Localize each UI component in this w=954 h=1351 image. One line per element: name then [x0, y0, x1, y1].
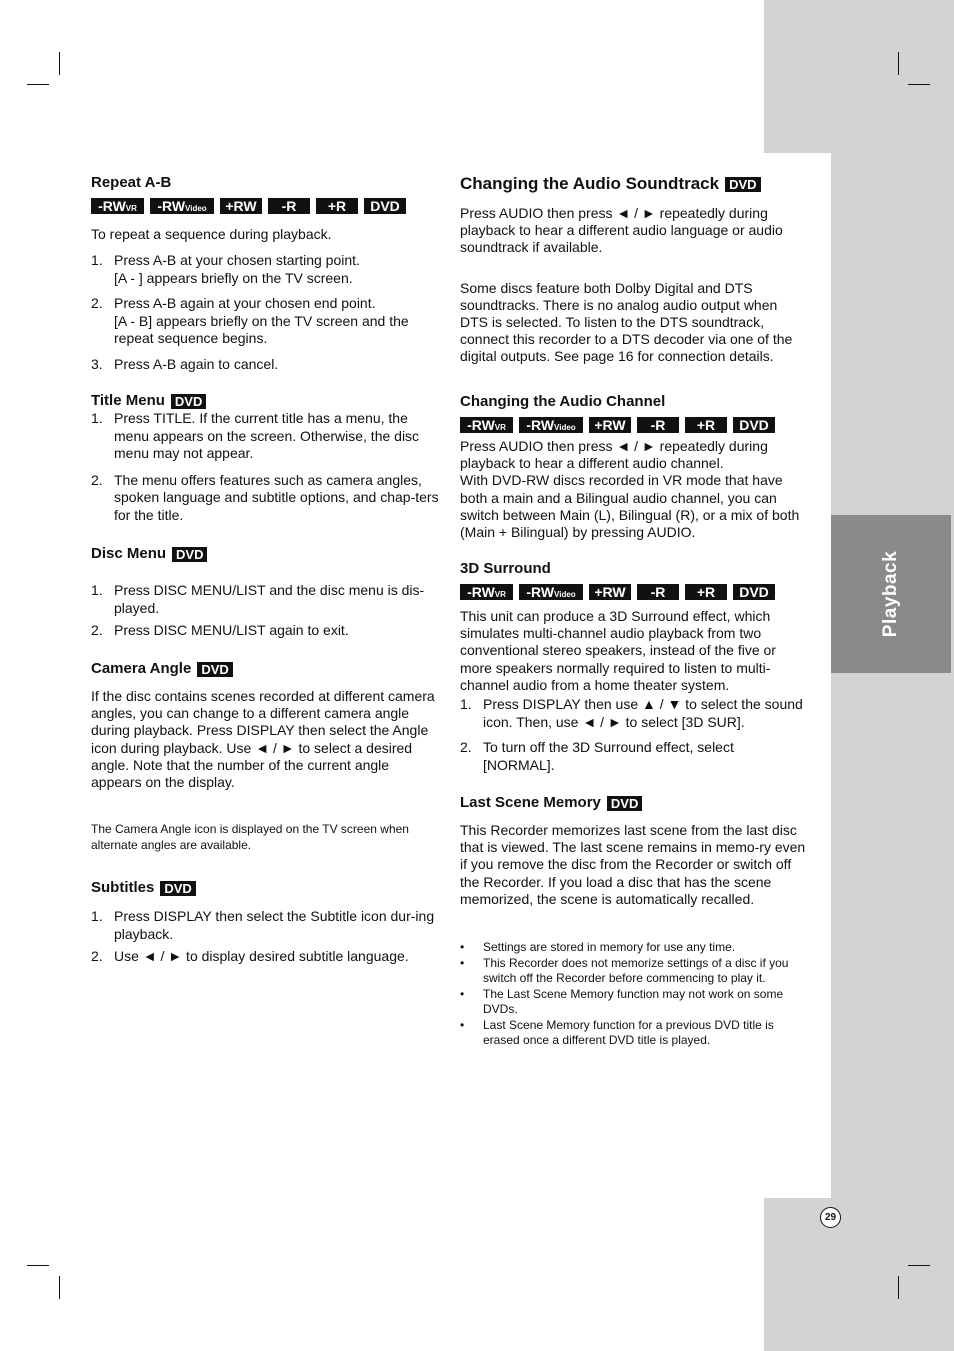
audio-soundtrack-section: [460, 174, 808, 366]
list-item: 1. Press A-B at your chosen starting point. [A - ] appears briefly on the TV screen.: [91, 252, 360, 286]
dvd-tag: DVD: [171, 394, 206, 409]
surround-title: 3D Surround: [460, 560, 551, 577]
list-item: • This Recorder does not memorize settings of a disc if you switch off the Recorder before commencing to play it.: [460, 955, 789, 986]
section-tab-label: Playback: [880, 550, 901, 638]
disc-menu-steps: [91, 582, 439, 640]
list-item: 2. Press A-B again at your chosen end point. [A - B] appears briefly on the TV screen and the repeat sequence begins.: [91, 295, 409, 347]
last-scene-title: Last Scene Memory DVD: [460, 794, 808, 812]
audio-channel-title: Changing the Audio Channel: [460, 393, 666, 410]
badge-rw-vr: -RWVR: [460, 417, 513, 433]
last-scene-body: This Recorder memorizes last scene from the last disc that is viewed. The last scene remains in memo-ry even if you remove the disc from the Recorder or switch off the Recorder. If you load a disc that has the scene memorized, the scene is automatically recalled.: [460, 822, 806, 907]
title-menu-title: Title Menu DVD: [91, 392, 439, 410]
disc-type-badges: [460, 584, 808, 600]
repeat-ab-intro: To repeat a sequence during playback.: [91, 226, 332, 242]
subtitles-title: Subtitles DVD: [91, 879, 439, 897]
badge-rw-vr: -RWVR: [91, 198, 144, 214]
list-item: 1. Press DISPLAY then use ▲ / ▼ to select the sound icon. Then, use ◄ / ► to select [3D SUR].: [460, 696, 803, 730]
badge-plus-rw: +RW: [220, 198, 262, 214]
badge-rw-vr: -RWVR: [460, 584, 513, 600]
disc-menu-title: Disc Menu DVD: [91, 545, 439, 563]
dvd-tag: DVD: [197, 662, 232, 677]
badge-dvd: DVD: [733, 584, 775, 600]
list-item: • Last Scene Memory function for a previous DVD title is erased once a different DVD title is played.: [460, 1017, 774, 1048]
list-item: 1. Press DISC MENU/LIST and the disc menu is dis-played.: [91, 582, 425, 616]
crop-mark: [59, 1276, 60, 1299]
camera-angle-body: If the disc contains scenes recorded at different camera angles, you can change to a different camera angle during playback. Press DISPLAY then select the Angle icon during playback. Use ◄ / ► to select a desired angle. Note that the number of the current angle appears on the display.: [91, 688, 435, 791]
audio-soundtrack-title: Changing the Audio Soundtrack DVD: [460, 174, 808, 194]
crop-mark: [898, 1276, 899, 1299]
badge-rw-video: -RWVideo: [150, 198, 214, 214]
title-menu-steps: [91, 410, 439, 524]
subtitles-steps: [91, 908, 439, 966]
audio-channel-section: [460, 393, 808, 541]
dvd-tag: DVD: [172, 547, 207, 562]
list-item: • The Last Scene Memory function may not work on some DVDs.: [460, 986, 784, 1017]
subtitles-section: [91, 879, 439, 966]
title-menu-section: [91, 392, 439, 524]
last-scene-section: [460, 794, 808, 1049]
repeat-ab-title: Repeat A-B: [91, 174, 172, 191]
list-item: 1. Press DISPLAY then select the Subtitle icon dur-ing playback.: [91, 908, 435, 942]
audio-channel-body: Press AUDIO then press ◄ / ► repeatedly during playback to hear a different audio channel. With DVD-RW discs recorded in VR mode that have both a main and a Bilingual audio channel, you can switch between Main (L), Bilingual (R), or a mix of both (Main + Bilingual) by pressing AUDIO.: [460, 438, 800, 541]
dvd-tag: DVD: [725, 177, 760, 192]
crop-mark: [59, 52, 60, 75]
last-scene-notes: [460, 940, 808, 1049]
crop-mark: [908, 1265, 930, 1266]
badge-dvd: DVD: [733, 417, 775, 433]
crop-mark: [908, 84, 930, 85]
surround-steps: [460, 696, 808, 774]
list-item: • Settings are stored in memory for use any time.: [460, 940, 736, 955]
camera-angle-note: The Camera Angle icon is displayed on the TV screen when alternate angles are available.: [91, 822, 409, 852]
badge-minus-r: -R: [637, 584, 679, 600]
list-item: 2. Use ◄ / ► to display desired subtitle language.: [91, 948, 409, 964]
list-item: 3. Press A-B again to cancel.: [91, 355, 279, 372]
camera-angle-section: [91, 660, 439, 853]
surround-section: [460, 560, 808, 774]
badge-rw-video: -RWVideo: [519, 584, 583, 600]
disc-type-badges: [91, 198, 439, 214]
list-item: 2. The menu offers features such as camera angles, spoken language and subtitle options, and chap-ters for the title.: [91, 471, 439, 523]
list-item: 2. Press DISC MENU/LIST again to exit.: [91, 622, 349, 638]
crop-mark: [898, 52, 899, 75]
surround-body: This unit can produce a 3D Surround effect, which simulates multi-channel audio playback from two conventional stereo speakers, instead of the five or more speakers normally required to listen to multi-channel audio from a home theater system.: [460, 608, 776, 693]
repeat-ab-steps: [91, 252, 439, 373]
badge-rw-video: -RWVideo: [519, 417, 583, 433]
list-item: 1. Press TITLE. If the current title has a menu, the menu appears on the screen. Otherwise, the disc menu may not appear.: [91, 410, 420, 461]
crop-mark: [27, 1265, 49, 1266]
disc-menu-section: [91, 545, 439, 640]
list-item: 2. To turn off the 3D Surround effect, select [NORMAL].: [460, 739, 734, 773]
camera-angle-title: Camera Angle DVD: [91, 660, 439, 678]
crop-mark: [27, 84, 49, 85]
badge-minus-r: -R: [268, 198, 310, 214]
disc-type-badges: [460, 417, 808, 433]
badge-plus-r: +R: [316, 198, 358, 214]
side-margin-strip: [831, 153, 954, 1198]
dvd-tag: DVD: [160, 881, 195, 896]
side-margin-bottom: [764, 1198, 954, 1351]
dvd-tag: DVD: [607, 796, 642, 811]
badge-plus-rw: +RW: [589, 584, 631, 600]
audio-soundtrack-body: Press AUDIO then press ◄ / ► repeatedly during playback to hear a different audio language or audio soundtrack if available.: [460, 205, 783, 256]
page-number: 29: [820, 1207, 841, 1228]
audio-soundtrack-note: Some discs feature both Dolby Digital and DTS soundtracks. There is no analog audio output when DTS is selected. To listen to the DTS soundtrack, connect this recorder to a DTS decoder via one of the digital outputs. See page 16 for connection details.: [460, 279, 793, 365]
badge-plus-r: +R: [685, 417, 727, 433]
badge-plus-r: +R: [685, 584, 727, 600]
badge-minus-r: -R: [637, 417, 679, 433]
repeat-ab-section: [91, 174, 439, 373]
section-tab: [831, 515, 951, 673]
side-margin-top: [764, 0, 954, 153]
badge-plus-rw: +RW: [589, 417, 631, 433]
badge-dvd: DVD: [364, 198, 406, 214]
